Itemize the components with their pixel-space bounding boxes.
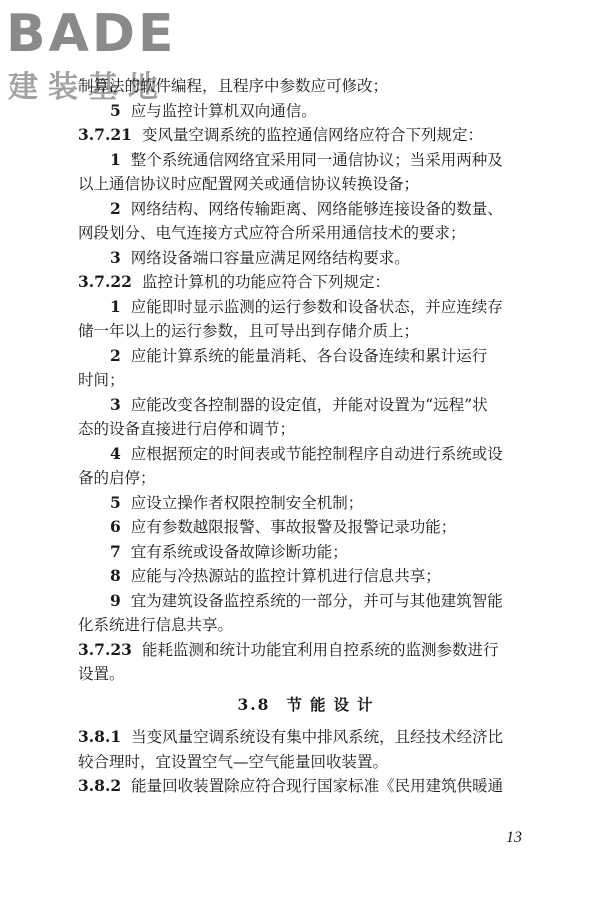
- line-text: 较合理时，宜设置空气—空气能量回收装置。: [78, 752, 389, 771]
- line-text: 以上通信协议时应配置网关或通信协议转换设备；: [78, 175, 420, 193]
- line-text: 能量回收装置除应符合现行国家标准《民用建筑供暖通: [131, 777, 504, 795]
- item-number: 7: [110, 541, 121, 561]
- line-text: 宜为建筑设备监控系统的一部分，并可与其他建筑智能: [130, 591, 503, 610]
- line-text: 应能改变各控制器的设定值，并能对设置为“远程”状: [130, 395, 488, 414]
- item-number: 8: [110, 566, 121, 585]
- line-text: 态的设备直接进行启停和调节；: [78, 420, 296, 438]
- line-text: 化系统进行信息共享。: [78, 616, 234, 634]
- line-text: 应设立操作者权限控制安全机制；: [130, 493, 364, 512]
- line-text: 网络设备端口容量应满足网络结构要求。: [130, 248, 410, 267]
- clause-line: [78, 270, 540, 295]
- item-number: 2: [110, 345, 121, 365]
- clause-line: [78, 725, 540, 750]
- clause-number: 3.8.1: [78, 727, 122, 746]
- item-line: [78, 564, 540, 589]
- line-text: 应能即时显示监测的运行参数和设备状态，并应连续存: [130, 297, 503, 316]
- clause-number: 3.7.22: [78, 272, 132, 291]
- line-text: 应能与冷热源站的监控计算机进行信息共享；: [130, 567, 441, 585]
- item-number: 3: [110, 247, 121, 267]
- line-text: 当变风量空调系统设有集中排风系统，且经技术经济比: [131, 728, 504, 746]
- item-number: 3: [110, 394, 121, 414]
- continuation-line: [78, 613, 540, 638]
- line-text: 制算法的软件编程，且程序中参数应可修改；: [78, 77, 389, 95]
- line-text: 时间；: [78, 371, 125, 389]
- clause-number: 3.7.21: [78, 125, 132, 144]
- item-line: [78, 246, 540, 271]
- line-text: 应与监控计算机双向通信。: [130, 101, 317, 120]
- line-text: 网络结构、网络传输距离、网络能够连接设备的数量、: [130, 199, 503, 218]
- continuation-line: [78, 319, 540, 344]
- line-text: 监控计算机的功能应符合下列规定：: [141, 273, 390, 291]
- clause-line: [78, 123, 540, 148]
- line-text: 设置。: [78, 665, 125, 683]
- line-text: 储一年以上的运行参数，且可导出到存储介质上；: [78, 322, 420, 340]
- item-number: 6: [110, 517, 121, 536]
- item-number: 9: [110, 590, 121, 610]
- item-line: [78, 589, 540, 614]
- item-line: [78, 295, 540, 320]
- item-line: [78, 515, 540, 540]
- clause-line: [78, 774, 540, 799]
- continuation-line: [78, 221, 540, 246]
- item-line: [78, 540, 540, 565]
- item-line: [78, 344, 540, 369]
- line-text: 应能计算系统的能量消耗、各台设备连续和累计运行: [130, 346, 488, 365]
- item-line: [78, 197, 540, 222]
- clause-3-8-block: [78, 725, 540, 799]
- line-text: 整个系统通信网络宜采用同一通信协议；当采用两种及: [130, 150, 503, 169]
- continuation-line: [78, 417, 540, 442]
- item-line: [78, 148, 540, 173]
- line-text: 宜有系统或设备故障诊断功能；: [130, 542, 348, 561]
- continuation-line: [78, 662, 540, 687]
- clause-number: 3.8.2: [78, 776, 122, 795]
- item-number: 4: [110, 443, 121, 463]
- clause-number: 3.7.23: [78, 639, 132, 659]
- item-line: [78, 491, 540, 516]
- item-line: [78, 393, 540, 418]
- item-number: 5: [110, 492, 121, 512]
- section-heading: [78, 693, 540, 718]
- section-heading-title: 节能设计: [286, 694, 381, 714]
- item-line: [78, 99, 540, 124]
- clause-line: [78, 638, 540, 663]
- page-body: [78, 74, 540, 799]
- line-text: 备的启停；: [78, 469, 156, 487]
- item-number: 1: [110, 296, 121, 316]
- continuation-line: [78, 172, 540, 197]
- item-number: 2: [110, 198, 121, 218]
- clause-3-7-block: [78, 74, 540, 687]
- item-number: 5: [110, 100, 121, 120]
- line-text: 应根据预定的时间表或节能控制程序自动进行系统或设: [130, 444, 503, 463]
- line-text: 网段划分、电气连接方式应符合所采用通信技术的要求；: [78, 224, 466, 242]
- line-text: 应有参数越限报警、事故报警及报警记录功能；: [130, 518, 457, 536]
- line-text: 能耗监测和统计功能宜利用自控系统的监测参数进行: [141, 640, 499, 659]
- continuation-line: [78, 466, 540, 491]
- watermark-latin-text: BADE: [6, 4, 177, 64]
- line-text: 变风量空调系统的监控通信网络应符合下列规定：: [141, 126, 483, 144]
- section-heading-number: 3.8: [237, 694, 271, 714]
- continuation-line: [78, 750, 540, 775]
- item-number: 1: [110, 149, 121, 169]
- continuation-line: [78, 368, 540, 393]
- item-line: [78, 442, 540, 467]
- page-number: 13: [506, 829, 522, 846]
- watermark-cjk-text: 建装基地: [8, 70, 168, 105]
- continuation-line: [78, 74, 540, 99]
